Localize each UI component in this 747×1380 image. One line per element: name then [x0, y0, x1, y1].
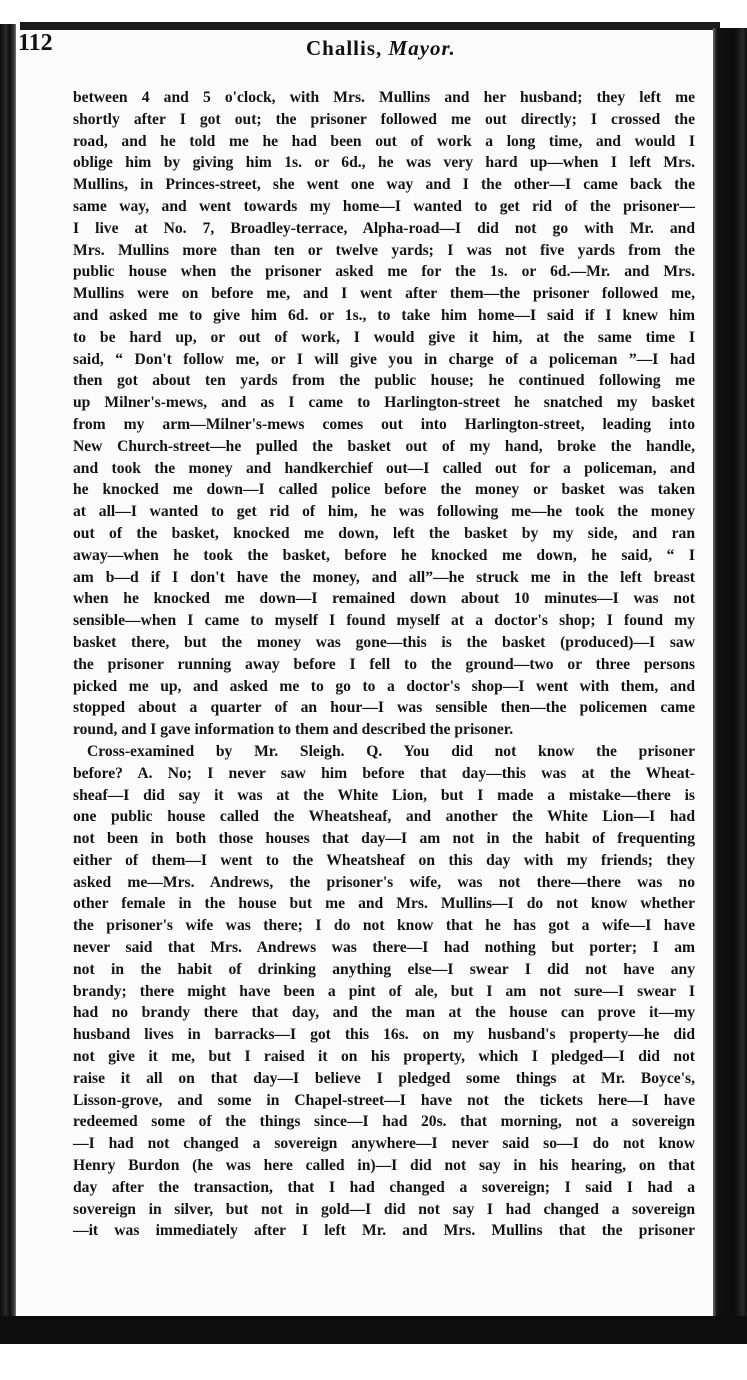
text-line: oblige him by giving him 1s. or 6d., he was very hard up—when I left Mrs. [73, 154, 695, 172]
text-line: asked me—Mrs. Andrews, the prisoner's wife, was not there—there was no [73, 873, 695, 891]
text-line: when he knocked me down—I remained down about 10 minutes—I was not [73, 590, 695, 608]
text-line: round, and I gave information to them and described the prisoner. [73, 721, 514, 739]
text-line: other female in the house but me and Mrs. Mullins—I do not know whether [73, 895, 695, 913]
text-line: not give it me, but I raised it on his property, which I pledged—I did not [73, 1048, 695, 1066]
text-line: Henry Burdon (he was here called in)—I did not say in his hearing, on that [73, 1157, 695, 1175]
text-line: to be hard up, or out of work, I would give it him, at the same time I [73, 328, 695, 346]
text-line: sensible—when I came to myself I found myself at a doctor's shop; I found my [73, 612, 695, 630]
text-line: not in the habit of drinking anything else—I swear I did not have any [73, 960, 695, 978]
text-line: picked me up, and asked me to go to a doctor's shop—I went with them, and [73, 677, 695, 695]
text-line: from my arm—Milner's-mews comes out into Harlington-street, leading into [73, 415, 695, 433]
text-line: and took the money and handkerchief out—I called out for a policeman, and [73, 459, 695, 477]
text-line: said, “ Don't follow me, or I will give you in charge of a policeman ”—I had [73, 350, 695, 368]
text-line: away—when he took the basket, before he knocked me down, he said, “ I [73, 546, 695, 564]
top-frame-edge [20, 22, 720, 30]
text-line: and asked me to give him 6d. or 1s., to take him home—I said if I knew him [73, 306, 695, 324]
text-line: road, and he told me he had been out of work a long time, and would I [73, 132, 695, 150]
text-line: the prisoner running away before I fell to the ground—two or three persons [73, 655, 695, 673]
text-line: either of them—I went to the Wheatsheaf on this day with my friends; they [73, 851, 695, 869]
text-line: Mrs. Mullins more than ten or twelve yards; I was not five yards from the [73, 241, 695, 259]
text-line: shortly after I got out; the prisoner followed me out directly; I crossed the [73, 110, 695, 128]
text-line: between 4 and 5 o'clock, with Mrs. Mullins and her husband; they left me [73, 89, 695, 106]
text-line: at all—I wanted to get rid of him, he was following me—he took the money [73, 503, 695, 521]
text-line: day after the transaction, that I had changed a sovereign; I said I had a [73, 1178, 695, 1196]
text-line: —it was immediately after I left Mr. and Mrs. Mullins that the prisoner [73, 1222, 695, 1240]
text-line: same way, and went towards my home—I wanted to get rid of the prisoner— [73, 197, 695, 215]
text-line: had no brandy there that day, and the man at the house can prove it—my [73, 1004, 695, 1022]
text-line: Mullins were on before me, and I went after them—the prisoner followed me, [73, 285, 695, 303]
text-line: stopped about a quarter of an hour—I was sensible then—the policemen came [73, 699, 695, 717]
text-line: basket there, but the money was gone—this is the basket (produced)—I saw [73, 633, 695, 651]
text-line: —I had not changed a sovereign anywhere—I never said so—I do not know [73, 1135, 695, 1153]
text-line: I live at No. 7, Broadley-terrace, Alpha-road—I did not go with Mr. and [73, 219, 695, 237]
text-line: before? A. No; I never saw him before that day—this was at the Wheat- [73, 764, 695, 782]
running-head-title: Mayor. [388, 36, 456, 60]
top-margin [0, 0, 747, 24]
text-line: out of the basket, knocked me down, left the basket by my side, and ran [73, 524, 695, 542]
text-line: sheaf—I did say it was at the White Lion, but I made a mistake—there is [73, 786, 695, 804]
text-line: Lisson-grove, and some in Chapel-street—I have not the tickets here—I have [73, 1091, 695, 1109]
text-line: raise it all on that day—I believe I pledged some things at Mr. Boyce's, [73, 1069, 695, 1087]
left-binding-edge [0, 24, 16, 1324]
text-line: sovereign in silver, but not in gold—I did not say I had changed a sovereign [73, 1200, 695, 1218]
bottom-frame-edge [0, 1316, 747, 1344]
bottom-margin [0, 1344, 747, 1380]
text-line: the prisoner's wife was there; I do not know that he has got a wife—I have [73, 917, 695, 935]
text-line: New Church-street—he pulled the basket out of my hand, broke the handle, [73, 437, 695, 455]
text-line: not been in both those houses that day—I am not in the habit of frequenting [73, 830, 695, 848]
right-binding-edge [713, 28, 747, 1324]
text-line: Cross-examined by Mr. Sleigh. Q. You did not know the prisoner [87, 742, 695, 760]
text-line: up Milner's-mews, and as I came to Harlington-street he snatched my basket [73, 394, 695, 412]
text-line: never said that Mrs. Andrews was there—I had nothing but porter; I am [73, 939, 695, 957]
text-line: one public house called the Wheatsheaf, and another the White Lion—I had [73, 808, 695, 826]
running-head-name: Challis, [306, 36, 389, 60]
page-number: 112 [18, 30, 53, 56]
text-line: public house when the prisoner asked me for the 1s. or 6d.—Mr. and Mrs. [73, 263, 695, 281]
text-line: am b—d if I don't have the money, and all”—he struck me in the left breast [73, 568, 695, 586]
text-line: Mullins, in Princes-street, she went one way and I the other—I came back the [73, 176, 695, 194]
text-line: he knocked me down—I called police before the money or basket was taken [73, 481, 695, 499]
text-line: brandy; there might have been a pint of ale, but I am not sure—I swear I [73, 982, 695, 1000]
text-line: then got about ten yards from the public house; he continued following me [73, 372, 695, 390]
running-head [306, 36, 456, 61]
testimony-text [73, 87, 695, 1242]
text-line: redeemed some of the things since—I had 20s. that morning, not a sovereign [73, 1113, 695, 1131]
text-line: husband lives in barracks—I got this 16s. on my husband's property—he did [73, 1026, 695, 1044]
